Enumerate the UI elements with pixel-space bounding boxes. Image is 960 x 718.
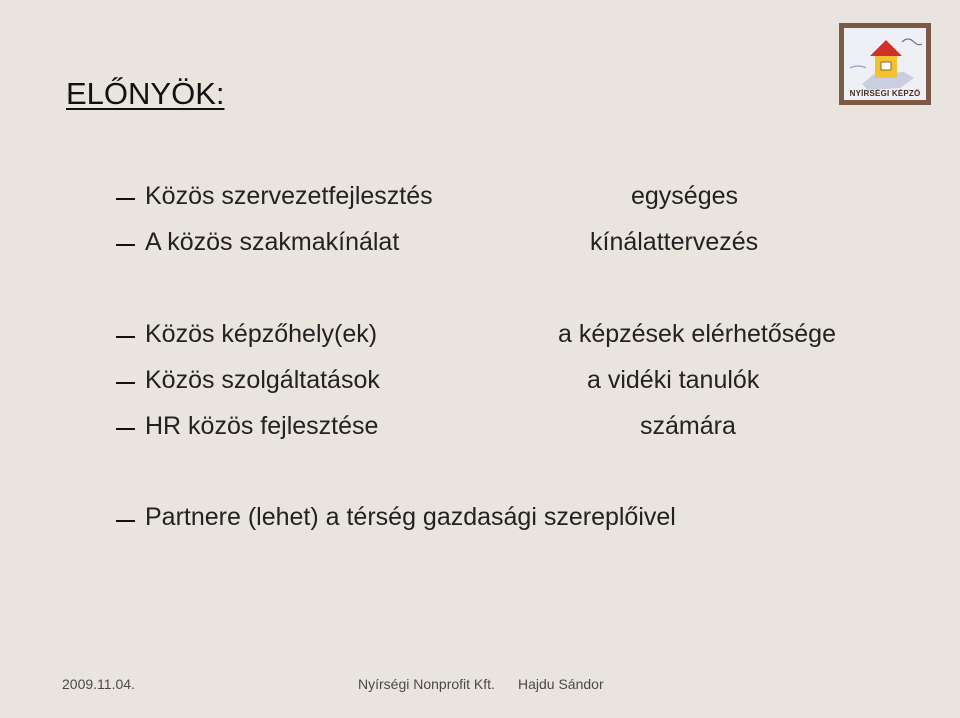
list-item-left: Közös szervezetfejlesztés bbox=[145, 182, 433, 210]
list-item-left: Közös szolgáltatások bbox=[145, 366, 380, 394]
bullet-dash bbox=[116, 336, 135, 338]
bullet-dash bbox=[116, 198, 135, 200]
logo-frame bbox=[844, 28, 926, 100]
bullet-dash bbox=[116, 382, 135, 384]
bullet-dash bbox=[116, 520, 135, 522]
list-item-right: a képzések elérhetősége bbox=[558, 320, 836, 348]
footer-author: Hajdu Sándor bbox=[518, 676, 604, 692]
logo bbox=[839, 23, 931, 105]
footer-org: Nyírségi Nonprofit Kft. bbox=[358, 676, 495, 692]
list-item-left: A közös szakmakínálat bbox=[145, 228, 400, 256]
slide-title: ELŐNYÖK: bbox=[66, 76, 225, 111]
list-item-left: HR közös fejlesztése bbox=[145, 412, 379, 440]
list-item-right: a vidéki tanulók bbox=[587, 366, 760, 394]
list-item-left: Partnere (lehet) a térség gazdasági szereplőivel bbox=[145, 503, 676, 531]
list-item-right: kínálattervezés bbox=[590, 228, 759, 256]
footer-date: 2009.11.04. bbox=[62, 676, 135, 692]
list-item-right: egységes bbox=[631, 182, 739, 210]
logo-text: NYÍRSÉGI KÉPZŐ bbox=[849, 89, 921, 98]
bullet-dash bbox=[116, 244, 135, 246]
list-item-right: számára bbox=[640, 412, 736, 440]
list-item-left: Közös képzőhely(ek) bbox=[145, 320, 378, 348]
bullet-dash bbox=[116, 428, 135, 430]
